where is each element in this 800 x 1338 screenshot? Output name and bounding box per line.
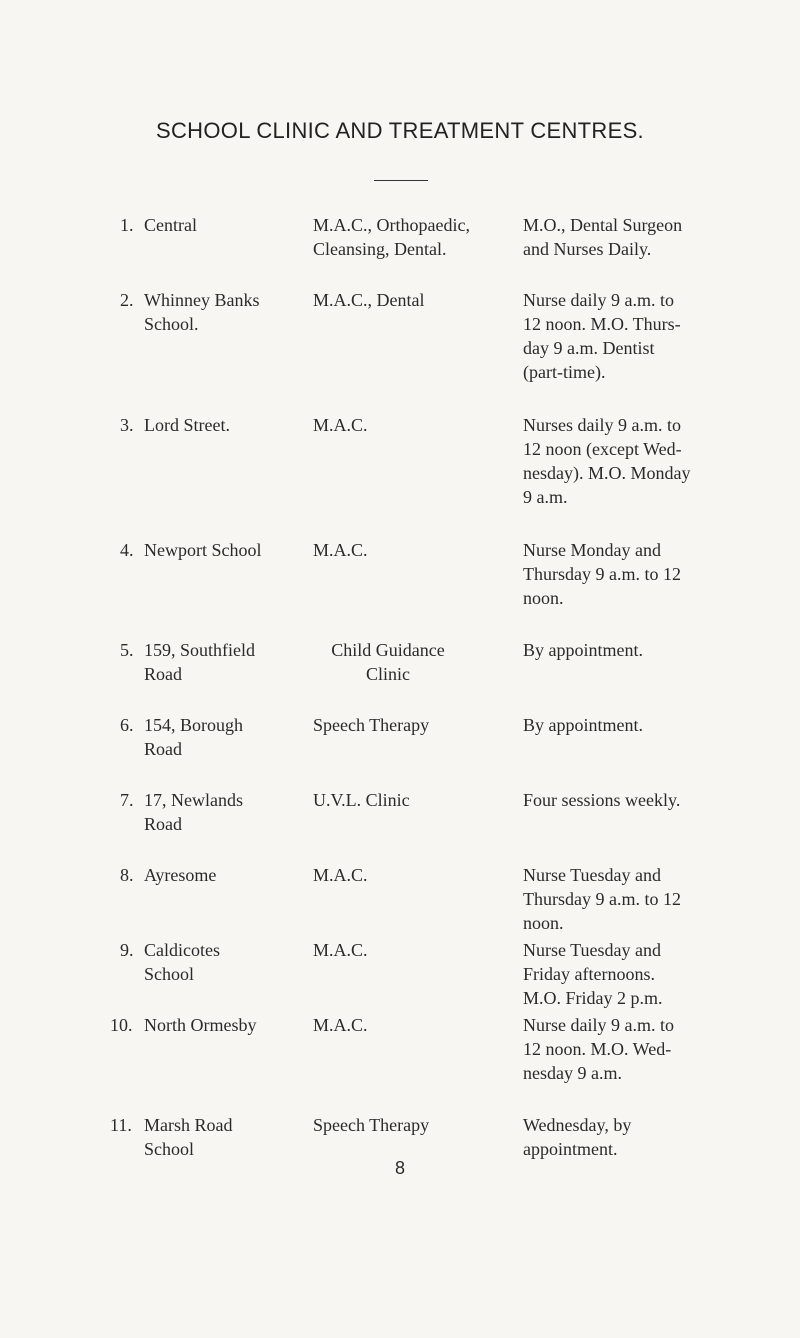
place-line: Newport School	[144, 540, 262, 560]
clinic-service	[313, 1013, 513, 1037]
place-line: Marsh Road	[144, 1115, 233, 1135]
text-line: Child Guidance	[331, 640, 445, 660]
text-line: day 9 a.m. Dentist	[523, 338, 655, 358]
clinic-service	[313, 788, 513, 812]
text-line: Nurses daily 9 a.m. to	[523, 415, 681, 435]
text-line: noon.	[523, 913, 564, 933]
text-line: and Nurses Daily.	[523, 239, 652, 259]
clinic-place	[120, 638, 300, 686]
place-line: Caldicotes	[144, 940, 220, 960]
text-line: 12 noon. M.O. Wed-	[523, 1039, 672, 1059]
entry-number: 9.	[120, 940, 134, 960]
clinic-hours	[523, 788, 729, 812]
text-line: Speech Therapy	[313, 1115, 430, 1135]
place-line: School.	[144, 314, 199, 334]
text-line: Friday afternoons.	[523, 964, 655, 984]
text-line: M.O. Friday 2 p.m.	[523, 988, 663, 1008]
entry-number: 10.	[110, 1015, 133, 1035]
place-line: Central	[144, 215, 197, 235]
text-line: U.V.L. Clinic	[313, 790, 410, 810]
place-line: 154, Borough	[144, 715, 243, 735]
place-line: 17, Newlands	[144, 790, 243, 810]
clinic-service	[313, 413, 513, 437]
text-line: Nurse daily 9 a.m. to	[523, 1015, 674, 1035]
clinic-service	[313, 863, 513, 887]
text-line: 12 noon (except Wed-	[523, 439, 682, 459]
entry-number: 7.	[120, 790, 134, 810]
place-line: 159, Southfield	[144, 640, 255, 660]
place-line: School	[144, 1139, 195, 1159]
clinic-place	[110, 1113, 290, 1161]
text-line: By appointment.	[523, 715, 643, 735]
entry-number: 11.	[110, 1115, 132, 1135]
clinic-place	[120, 288, 300, 336]
text-line: M.A.C., Orthopaedic,	[313, 215, 470, 235]
text-line: Nurse Tuesday and	[523, 940, 661, 960]
text-line: Thursday 9 a.m. to 12	[523, 564, 681, 584]
clinic-hours	[523, 213, 729, 261]
text-line: Thursday 9 a.m. to 12	[523, 889, 681, 909]
clinic-hours	[523, 713, 729, 737]
clinic-service	[313, 1113, 513, 1137]
text-line: M.A.C., Dental	[313, 290, 425, 310]
clinic-place	[120, 938, 300, 986]
place-line: Road	[144, 814, 182, 834]
clinic-place	[120, 413, 300, 437]
clinic-place	[120, 863, 300, 887]
text-line: Wednesday, by	[523, 1115, 632, 1135]
text-line: appointment.	[523, 1139, 618, 1159]
text-line: (part-time).	[523, 362, 606, 382]
text-line: M.A.C.	[313, 540, 368, 560]
text-line: nesday). M.O. Monday	[523, 463, 691, 483]
clinic-place	[120, 538, 300, 562]
text-line: M.A.C.	[313, 415, 368, 435]
clinic-service	[313, 538, 513, 562]
text-line: Clinic	[366, 664, 410, 684]
text-line: noon.	[523, 588, 564, 608]
clinic-service	[313, 213, 513, 261]
text-line: Nurse Monday and	[523, 540, 661, 560]
clinic-service	[313, 713, 513, 737]
text-line: M.A.C.	[313, 1015, 368, 1035]
clinic-hours	[523, 1113, 729, 1161]
place-line: Road	[144, 739, 182, 759]
clinic-hours	[523, 638, 729, 662]
entry-number: 4.	[120, 540, 134, 560]
clinic-hours	[523, 538, 729, 610]
clinic-hours	[523, 1013, 729, 1085]
entry-number: 2.	[120, 290, 134, 310]
clinic-place	[110, 1013, 290, 1037]
clinic-service	[313, 938, 513, 962]
entry-number: 3.	[120, 415, 134, 435]
entry-number: 8.	[120, 865, 134, 885]
text-line: Speech Therapy	[313, 715, 430, 735]
clinic-hours	[523, 938, 729, 1010]
text-line: M.A.C.	[313, 865, 368, 885]
text-line: By appointment.	[523, 640, 643, 660]
text-line: M.A.C.	[313, 940, 368, 960]
clinic-hours	[523, 288, 729, 384]
place-line: School	[144, 964, 195, 984]
entry-number: 1.	[120, 215, 134, 235]
entry-number: 6.	[120, 715, 134, 735]
clinic-hours	[523, 863, 729, 935]
text-line: nesday 9 a.m.	[523, 1063, 622, 1083]
text-line: Four sessions weekly.	[523, 790, 681, 810]
place-line: Road	[144, 664, 182, 684]
text-line: 9 a.m.	[523, 487, 568, 507]
place-line: North Ormesby	[144, 1015, 257, 1035]
place-line: Lord Street.	[144, 415, 230, 435]
clinic-place	[120, 713, 300, 761]
clinic-hours	[523, 413, 729, 509]
text-line: Nurse Tuesday and	[523, 865, 661, 885]
entry-number: 5.	[120, 640, 134, 660]
text-line: M.O., Dental Surgeon	[523, 215, 683, 235]
clinic-place	[120, 213, 300, 237]
title-divider	[374, 180, 428, 181]
text-line: Cleansing, Dental.	[313, 239, 447, 259]
text-line: 12 noon. M.O. Thurs-	[523, 314, 681, 334]
clinic-service	[313, 288, 513, 312]
clinic-service	[313, 638, 463, 686]
page-number: 8	[394, 1158, 405, 1178]
place-line: Ayresome	[144, 865, 217, 885]
clinic-place	[120, 788, 300, 836]
page-title: SCHOOL CLINIC AND TREATMENT CENTRES.	[156, 118, 644, 143]
text-line: Nurse daily 9 a.m. to	[523, 290, 674, 310]
place-line: Whinney Banks	[144, 290, 260, 310]
